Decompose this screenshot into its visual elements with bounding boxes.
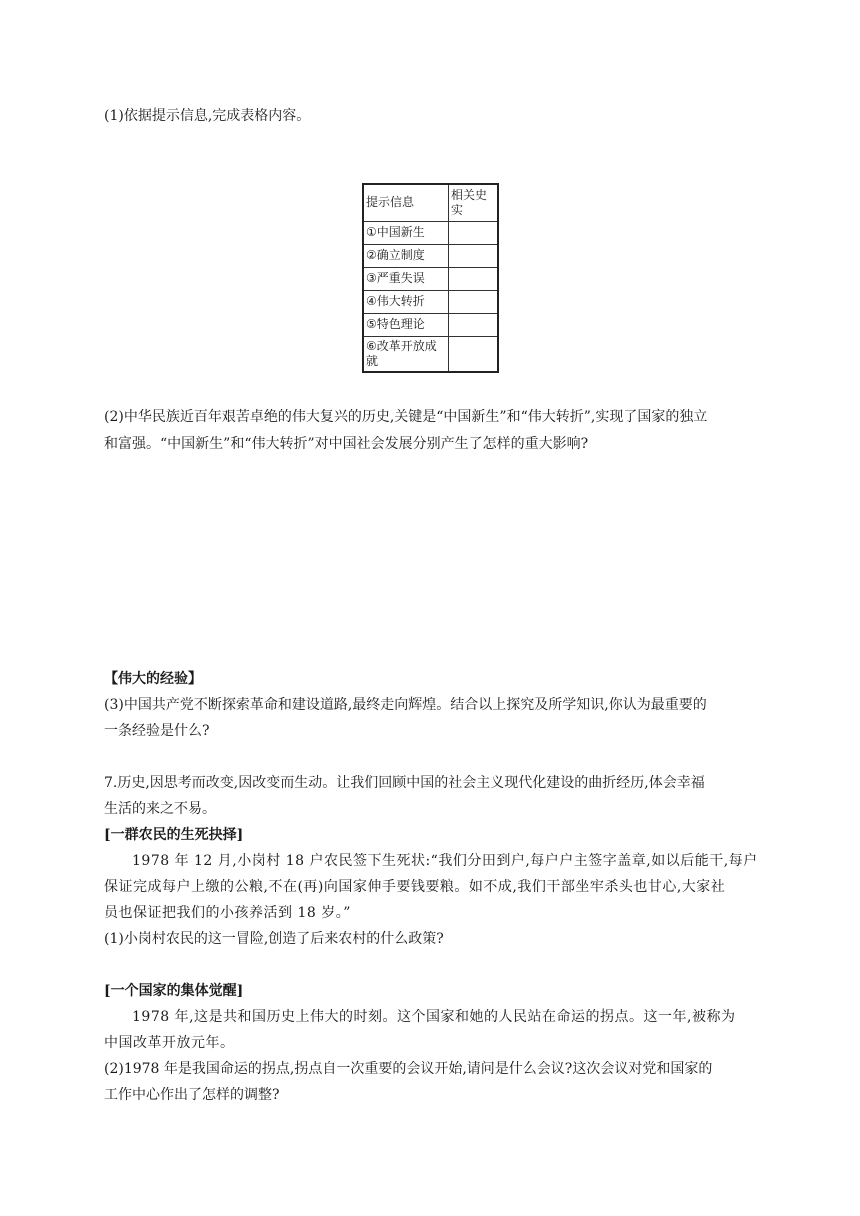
farmers-passage-line-2: 保证完成每户上缴的公粮,不在(再)向国家伸手要钱要粮。如不成,我们干部坐牢杀头也甘心,大家社 (104, 879, 726, 895)
question-7-1: (1)小岗村农民的这一冒险,创造了后来农村的什么政策? (104, 931, 444, 947)
question-2-line-2: 和富强。“中国新生”和“伟大转折”对中国社会发展分别产生了怎样的重大影响? (104, 436, 589, 452)
question-1: (1)依据提示信息,完成表格内容。 (104, 108, 311, 124)
row-fact[interactable] (449, 244, 499, 267)
row-fact[interactable] (449, 267, 499, 290)
awakening-passage-line-2: 中国改革开放元年。 (104, 1035, 235, 1051)
question-3-line-1: (3)中国共产党不断探索革命和建设道路,最终走向辉煌。结合以上探究及所学知识,你认为最重要的 (104, 697, 707, 713)
row-fact[interactable] (449, 313, 499, 336)
farmers-passage-line-1: 1978 年 12 月,小岗村 18 户农民签下生死状:“我们分田到户,每户户主签字盖章,如以后能干,每户 (132, 853, 758, 869)
table-header-row (363, 184, 498, 221)
header-related-facts: 相关史实 (449, 184, 499, 221)
section-farmers-heading: [一群农民的生死抉择] (104, 827, 244, 843)
question-7-2-line-2: 工作中心作出了怎样的调整? (104, 1087, 280, 1103)
table-row (363, 290, 498, 313)
table-row (363, 267, 498, 290)
awakening-passage-line-1: 1978 年,这是共和国历史上伟大的时刻。这个国家和她的人民站在命运的拐点。这一年,被称为 (132, 1009, 736, 1025)
row-info: ④伟大转折 (363, 290, 449, 313)
row-info: ②确立制度 (363, 244, 449, 267)
hint-table (362, 183, 499, 373)
section-awakening-heading: [一个国家的集体觉醒] (104, 983, 244, 999)
row-fact[interactable] (449, 221, 499, 244)
row-info: ⑥改革开放成就 (363, 336, 449, 372)
table-row (363, 244, 498, 267)
row-fact[interactable] (449, 336, 499, 372)
row-fact[interactable] (449, 290, 499, 313)
question-7-line-1: 7.历史,因思考而改变,因改变而生动。让我们回顾中国的社会主义现代化建设的曲折经历,体会幸福 (104, 775, 705, 791)
question-7-line-2: 生活的来之不易。 (104, 801, 216, 817)
experience-heading: 【伟大的经验】 (104, 671, 202, 687)
question-7-2-line-1: (2)1978 年是我国命运的拐点,拐点自一次重要的会议开始,请问是什么会议?这次会议对党和国家的 (104, 1061, 713, 1077)
farmers-passage-line-3: 员也保证把我们的小孩养活到 18 岁。” (104, 905, 351, 921)
table-row (363, 336, 498, 372)
row-info: ①中国新生 (363, 221, 449, 244)
row-info: ③严重失误 (363, 267, 449, 290)
table-row (363, 313, 498, 336)
table-row (363, 221, 498, 244)
question-2-line-1: (2)中华民族近百年艰苦卓绝的伟大复兴的历史,关键是“中国新生”和“伟大转折”,实现了国家的独立 (104, 409, 708, 425)
question-3-line-2: 一条经验是什么? (104, 723, 210, 739)
header-hint-info: 提示信息 (363, 184, 449, 221)
row-info: ⑤特色理论 (363, 313, 449, 336)
